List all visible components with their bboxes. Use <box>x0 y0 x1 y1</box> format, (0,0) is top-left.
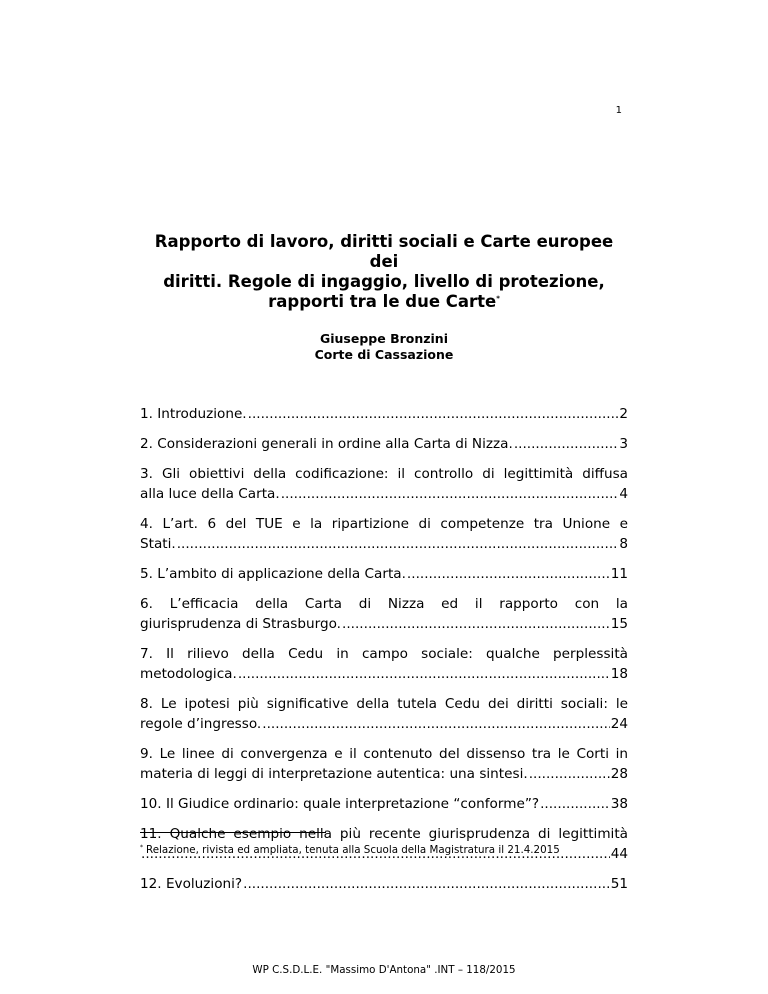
author-name: Giuseppe Bronzini <box>319 331 448 346</box>
toc-page-number: 4 <box>619 486 628 502</box>
title-line-2: diritti. Regole di ingaggio, livello di protezione, <box>163 272 605 291</box>
footnote-divider <box>140 832 326 833</box>
toc-entry[interactable] <box>140 694 628 734</box>
toc-entry-line <box>140 564 628 584</box>
toc-entry[interactable] <box>140 434 628 454</box>
toc-page-number: 28 <box>610 766 628 782</box>
toc-entry[interactable] <box>140 744 628 784</box>
footnote-text: Relazione, rivista ed ampliata, tenuta alla Scuola della Magistratura il 21.4.2015 <box>146 844 560 856</box>
toc-page-number: 18 <box>610 666 628 682</box>
toc-entry-line <box>140 744 628 764</box>
toc-entry-title: 7. Il rilievo della Cedu in campo sociale: qualche perplessità <box>140 646 628 662</box>
toc-leader-dots <box>540 794 610 814</box>
toc-entry-line <box>140 764 628 784</box>
toc-entry-line <box>140 514 628 534</box>
toc-entry-title: 5. L’ambito di applicazione della Carta. <box>140 566 406 582</box>
toc-entry-title: 9. Le linee di convergenza e il contenuto del dissenso tra le Corti in <box>140 746 628 762</box>
toc-entry-title: 3. Gli obiettivi della codificazione: il controllo di legittimità diffusa <box>140 466 628 482</box>
toc-leader-dots <box>248 404 619 424</box>
footnote-mark: * <box>140 843 143 851</box>
toc-leader-dots <box>177 534 619 554</box>
toc-leader-dots <box>238 664 610 684</box>
toc-entry[interactable] <box>140 464 628 504</box>
toc-leader-dots <box>342 614 610 634</box>
toc-entry[interactable] <box>140 404 628 424</box>
title-line-1: Rapporto di lavoro, diritti sociali e Carte europee dei <box>154 232 614 271</box>
toc-leader-dots <box>262 714 609 734</box>
toc-entry-title: 12. Evoluzioni? <box>140 876 243 892</box>
toc-entry[interactable] <box>140 564 628 584</box>
title-footnote-mark: * <box>496 294 500 303</box>
toc-entry-line <box>140 714 628 734</box>
toc-leader-dots <box>407 564 610 584</box>
toc-entry-line <box>140 694 628 714</box>
toc-entry-title: 1. Introduzione. <box>140 406 247 422</box>
toc-leader-dots <box>281 484 619 504</box>
toc-entry-title: regole d’ingresso. <box>140 716 262 732</box>
toc-page-number: 44 <box>610 846 628 862</box>
toc-entry-line <box>140 464 628 484</box>
toc-entry[interactable] <box>140 874 628 894</box>
title-line-3 <box>140 292 628 312</box>
table-of-contents <box>140 404 628 904</box>
toc-page-number: 51 <box>610 876 628 892</box>
toc-entry-line <box>140 614 628 634</box>
toc-entry[interactable] <box>140 594 628 634</box>
toc-entry-title: alla luce della Carta. <box>140 486 280 502</box>
toc-page-number: 3 <box>619 436 628 452</box>
toc-entry-title: 6. L’efficacia della Carta di Nizza ed il rapporto con la <box>140 596 628 612</box>
toc-entry-line <box>140 484 628 504</box>
toc-entry-title: materia di leggi di interpretazione autentica: una sintesi. <box>140 766 528 782</box>
title-line-3-text: rapporti tra le due Carte <box>268 292 497 311</box>
toc-page-number: 15 <box>610 616 628 632</box>
toc-page-number: 38 <box>610 796 628 812</box>
toc-entry-line <box>140 534 628 554</box>
toc-entry[interactable] <box>140 514 628 554</box>
toc-page-number: 2 <box>619 406 628 422</box>
page-footer: WP C.S.D.L.E. "Massimo D'Antona" .INT – 118/2015 <box>252 964 516 976</box>
toc-entry-title: 10. Il Giudice ordinario: quale interpretazione “conforme”? <box>140 796 540 812</box>
toc-entry-title: Stati. <box>140 536 176 552</box>
toc-leader-dots <box>529 764 610 784</box>
toc-entry-title: 11. Qualche esempio nella più recente giurisprudenza di legittimità <box>140 826 628 842</box>
toc-entry[interactable] <box>140 644 628 684</box>
document-title <box>140 232 628 312</box>
toc-entry-title: giurisprudenza di Strasburgo. <box>140 616 342 632</box>
toc-entry-line <box>140 644 628 664</box>
toc-entry-title: 8. Le ipotesi più significative della tutela Cedu dei diritti sociali: le <box>140 696 628 712</box>
toc-entry-line <box>140 594 628 614</box>
toc-entry-line <box>140 664 628 684</box>
toc-leader-dots <box>514 434 619 454</box>
toc-entry-line <box>140 874 628 894</box>
toc-page-number: 8 <box>619 536 628 552</box>
toc-entry-line <box>140 404 628 424</box>
toc-entry-line <box>140 434 628 454</box>
toc-entry-title: metodologica. <box>140 666 237 682</box>
author-affiliation: Corte di Cassazione <box>314 347 454 362</box>
toc-page-number: 24 <box>610 716 628 732</box>
toc-entry-title: 4. L’art. 6 del TUE e la ripartizione di competenze tra Unione e <box>140 516 628 532</box>
footnote <box>140 843 628 857</box>
toc-entry-line <box>140 824 628 844</box>
toc-entry-title: 2. Considerazioni generali in ordine alla Carta di Nizza. <box>140 436 513 452</box>
toc-entry-line <box>140 794 628 814</box>
toc-entry[interactable] <box>140 794 628 814</box>
author-block <box>140 331 628 363</box>
toc-leader-dots <box>243 874 610 894</box>
toc-page-number: 11 <box>610 566 628 582</box>
page-number: 1 <box>615 105 622 116</box>
